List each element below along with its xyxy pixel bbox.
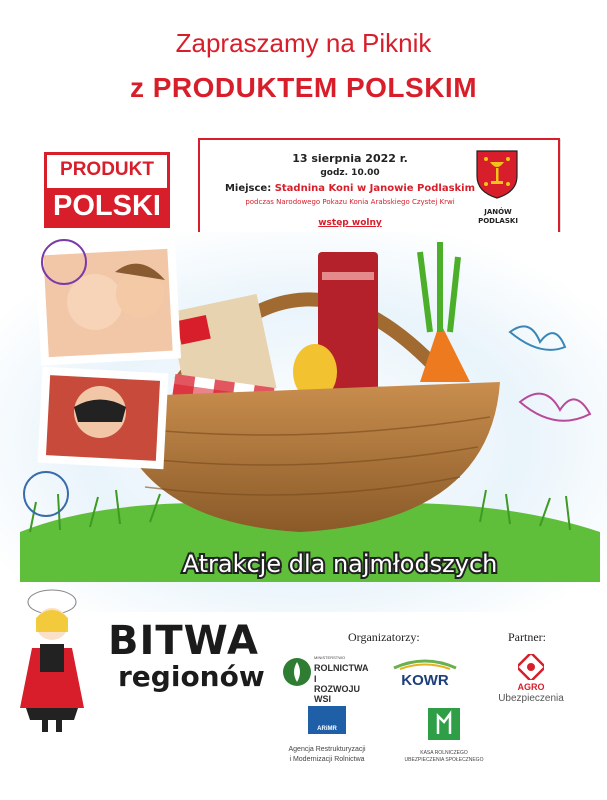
event-occasion: podczas Narodowego Pokazu Konia Arabskiego Czystej Krwi [245, 198, 455, 206]
event-date: 13 sierpnia 2022 r. [292, 152, 408, 165]
bitwa-subtitle: regionów [118, 660, 265, 693]
arimr-l2: i Modernizacji Rolnictwa [289, 756, 365, 763]
place-label: Miejsce: [224, 183, 272, 194]
krus-l1: KASA ROLNICZEGO [420, 750, 468, 756]
arimr-logo [282, 706, 372, 770]
partner-label: Partner: [508, 630, 546, 644]
arimr-badge: ARiMR [308, 706, 346, 734]
event-place [200, 183, 500, 194]
invitation-title: Zapraszamy na Piknik [175, 28, 432, 58]
arimr-l1: Agencja Restrukturyzacji [288, 746, 366, 753]
logo-bottom-text: POLSKI [47, 188, 167, 225]
agro-text: AGRO [517, 682, 545, 692]
ministry-l1: ROLNICTWA [314, 663, 369, 673]
janow-crest-icon [474, 148, 520, 200]
entry-info: wstęp wolny [318, 218, 382, 228]
kowr-fields-icon [390, 656, 460, 670]
krus-emblem-icon [428, 708, 460, 740]
town-name: JANÓW PODLASKI [478, 208, 518, 225]
bitwa-title: BITWA [108, 618, 259, 664]
folk-girl-mascot [12, 588, 92, 738]
invitation-subtitle: z PRODUKTEM POLSKIM [129, 72, 478, 103]
attractions-caption [0, 536, 607, 596]
krus-l2: UBEZPIECZENIA SPOŁECZNEGO [404, 757, 484, 763]
ministry-logo [282, 655, 369, 704]
event-info-box [198, 138, 560, 240]
logo-top-text: PRODUKT [60, 159, 154, 180]
kowr-text: KOWR [401, 672, 449, 689]
agro-shield-icon [518, 654, 544, 680]
produkt-polski-logo [44, 152, 170, 228]
ministry-small: MINISTERSTWO [314, 655, 346, 660]
kowr-logo [390, 656, 460, 692]
krus-logo [384, 708, 504, 770]
ministry-l2: I ROZWOJU WSI [314, 674, 360, 704]
attractions-text: Atrakcje dla najmłodszych [182, 550, 498, 578]
organizers-label: Organizatorzy: [348, 630, 420, 644]
event-time: godz. 10.00 [320, 168, 380, 178]
agro-logo [496, 654, 566, 708]
agro-sub: Ubezpieczenia [498, 693, 564, 704]
ministry-emblem-icon [282, 657, 312, 687]
place-value: Stadnina Koni w Janowie Podlaskim [274, 183, 476, 194]
